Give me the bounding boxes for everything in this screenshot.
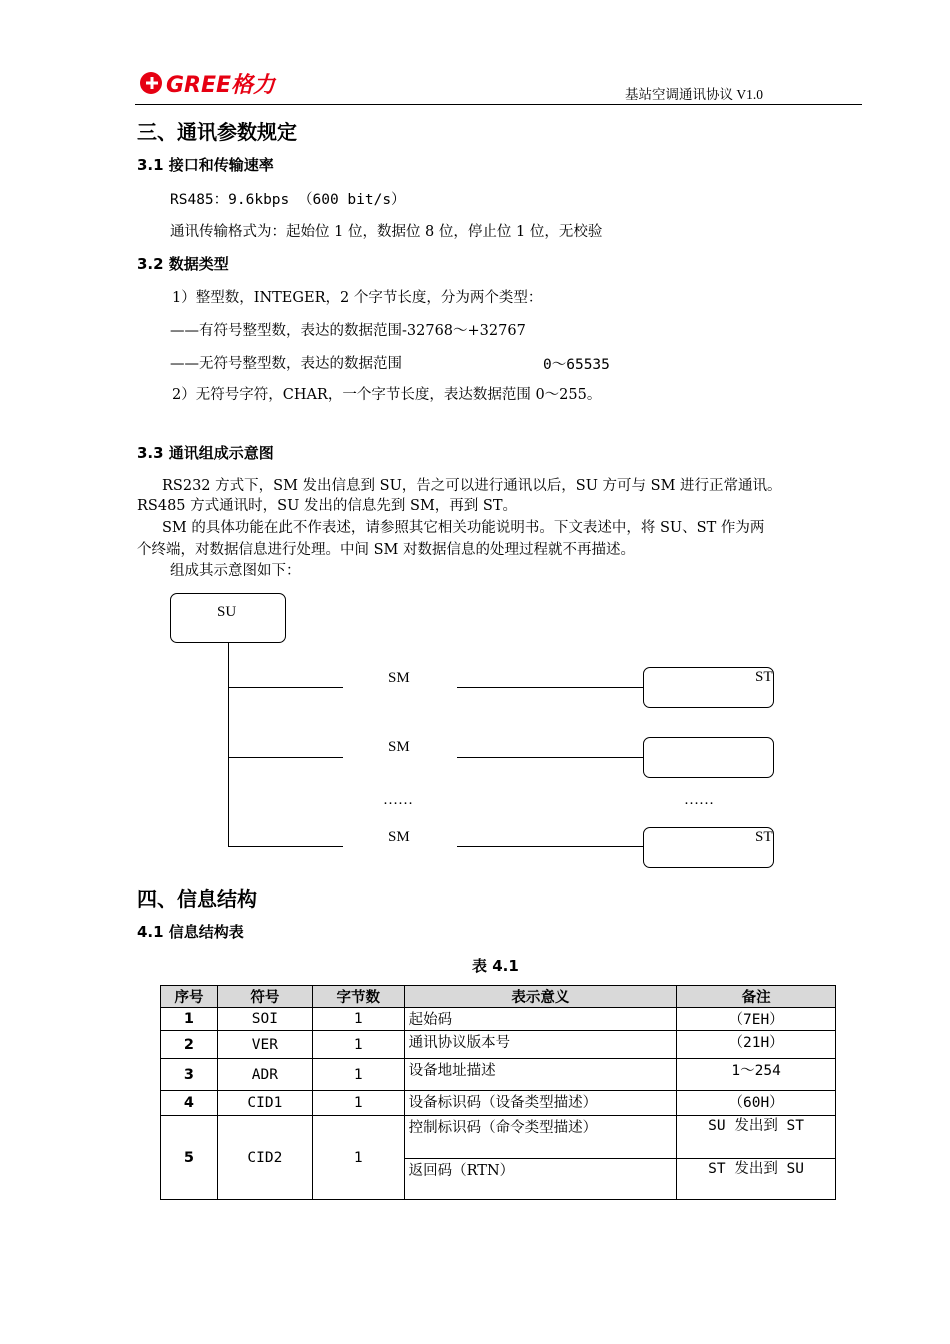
s32-line2: ——有符号整型数，表达的数据范围-32768～+32767 (170, 323, 526, 339)
doc-title: 基站空调通讯协议 V1.0 (625, 87, 763, 102)
cell-note: （21H） (677, 1031, 836, 1059)
cell-meaning: 设备地址描述 (404, 1059, 677, 1091)
logo-text: GREE格力 (166, 73, 276, 98)
st-label-1: ST (755, 669, 773, 685)
ellipsis-right: …… (684, 792, 714, 808)
header-divider (135, 104, 862, 105)
header-bytes: 字节数 (312, 986, 404, 1008)
section-3-2-title: 3.2 数据类型 (137, 255, 229, 273)
header-symbol: 符号 (217, 986, 312, 1008)
table-caption: 表 4.1 (472, 957, 519, 975)
header-no: 序号 (161, 986, 218, 1008)
cell-bytes: 1 (312, 1031, 404, 1059)
section-3-1-title: 3.1 接口和传输速率 (137, 156, 274, 174)
section-4-title: 四、信息结构 (137, 887, 257, 911)
cell-symbol: VER (217, 1031, 312, 1059)
cell-symbol: SOI (217, 1008, 312, 1031)
header-note: 备注 (677, 986, 836, 1008)
table-row (161, 1091, 836, 1116)
s33-para2: RS485 方式通讯时，SU 发出的信息先到 SM，再到 ST。 (137, 498, 518, 514)
branch-line-1-left (228, 687, 343, 688)
section-3-title: 三、通讯参数规定 (137, 120, 297, 144)
cell-no: 2 (161, 1031, 218, 1059)
cell-note: 1～254 (677, 1059, 836, 1091)
s32-line4: 2）无符号字符，CHAR，一个字节长度，表达数据范围 0～255。 (172, 387, 602, 403)
s33-para1: RS232 方式下，SM 发出信息到 SU，告之可以进行通讯以后，SU 方可与 SM 进行正常通讯。 (162, 478, 782, 494)
info-structure-table (160, 985, 836, 1200)
section-4-1-title: 4.1 信息结构表 (137, 923, 244, 941)
branch-line-3-right (457, 846, 644, 847)
cell-bytes: 1 (312, 1116, 404, 1200)
branch-line-2-left (228, 757, 343, 758)
branch-line-3-left (228, 846, 343, 847)
branch-line-2-right (457, 757, 644, 758)
cell-meaning: 起始码 (404, 1008, 677, 1031)
s31-line1: RS485：9.6kbps （600 bit/s） (170, 192, 406, 208)
sm-label-2: SM (388, 739, 410, 755)
cell-symbol: CID1 (217, 1091, 312, 1116)
table-row (161, 1031, 836, 1059)
cell-note: SU 发出到 ST (677, 1116, 836, 1159)
su-label: SU (217, 604, 237, 620)
cell-symbol: CID2 (217, 1116, 312, 1200)
header-meaning: 表示意义 (404, 986, 677, 1008)
cell-bytes: 1 (312, 1091, 404, 1116)
s32-line3b: 0～65535 (543, 357, 610, 373)
cell-note: ST 发出到 SU (677, 1159, 836, 1200)
table-row (161, 1116, 836, 1159)
cell-note: （7EH） (677, 1008, 836, 1031)
ellipsis-left: …… (383, 792, 413, 808)
s33-para4: 组成其示意图如下： (170, 563, 301, 579)
s33-para3b: 个终端，对数据信息进行处理。中间 SM 对数据信息的处理过程就不再描述。 (137, 542, 635, 558)
cell-meaning: 返回码（RTN） (404, 1159, 677, 1200)
cell-meaning: 设备标识码（设备类型描述） (404, 1091, 677, 1116)
cell-bytes: 1 (312, 1008, 404, 1031)
st-box-2 (643, 737, 774, 778)
branch-line-1-right (457, 687, 644, 688)
section-3-3-title: 3.3 通讯组成示意图 (137, 444, 274, 462)
cell-meaning: 通讯协议版本号 (404, 1031, 677, 1059)
s31-line2: 通讯传输格式为：起始位 1 位，数据位 8 位，停止位 1 位，无校验 (170, 224, 603, 240)
cell-no: 1 (161, 1008, 218, 1031)
cell-note: （60H） (677, 1091, 836, 1116)
cell-no: 3 (161, 1059, 218, 1091)
table-row (161, 1059, 836, 1091)
trunk-line (228, 643, 229, 847)
cell-no: 5 (161, 1116, 218, 1200)
st-label-3: ST (755, 829, 773, 845)
sm-label-1: SM (388, 670, 410, 686)
cell-no: 4 (161, 1091, 218, 1116)
table-row (161, 1008, 836, 1031)
cell-meaning: 控制标识码（命令类型描述） (404, 1116, 677, 1159)
gree-logo (138, 68, 298, 102)
cell-bytes: 1 (312, 1059, 404, 1091)
sm-label-3: SM (388, 829, 410, 845)
s32-line1: 1）整型数，INTEGER，2 个字节长度，分为两个类型： (172, 290, 543, 306)
s33-para3a: SM 的具体功能在此不作表述，请参照其它相关功能说明书。下文表述中，将 SU、ST 作为两 (162, 520, 765, 536)
cell-symbol: ADR (217, 1059, 312, 1091)
table-header-row (161, 986, 836, 1008)
s32-line3a: ——无符号整型数，表达的数据范围 (170, 356, 402, 372)
